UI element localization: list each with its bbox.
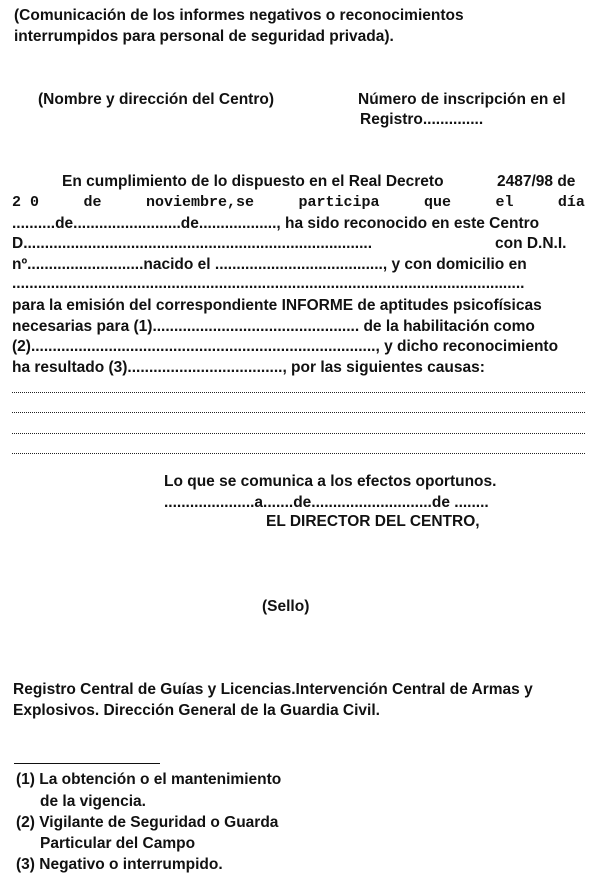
cause-line-2 <box>12 412 585 413</box>
footnote-3: (3) Negativo o interrumpido. <box>16 856 223 873</box>
body-line-10: ha resultado (3)...................................., por las siguientes causas: <box>12 359 485 376</box>
body-line-1-left: En cumplimiento de lo dispuesto en el Real Decreto <box>62 173 444 190</box>
header-line-2: interrumpidos para personal de seguridad privada). <box>14 28 394 45</box>
body-line-2-word: de <box>83 194 102 211</box>
stamp-placeholder: (Sello) <box>262 598 310 615</box>
body-line-4-left: D................................................................................. <box>12 235 373 252</box>
body-line-2-word: día <box>557 194 585 211</box>
header-line-1 <box>14 6 585 26</box>
body-line-5: nº...........................nacido el ......................................., y con domicilio en <box>12 256 527 273</box>
closing-signatory: EL DIRECTOR DEL CENTRO, <box>266 513 480 530</box>
footnote-1-line-2: de la vigencia. <box>40 793 146 810</box>
footnote-separator <box>14 763 160 764</box>
cause-line-1 <box>12 392 585 393</box>
body-line-3: ..........de.........................de.................., ha sido reconocido en este Centro <box>12 215 540 232</box>
body-line-2 <box>12 193 585 213</box>
registry-label-1: Número de inscripción en el <box>358 91 566 108</box>
closing-comunica: Lo que se comunica a los efectos oportunos. <box>164 473 497 490</box>
body-line-2-word: 2 0 <box>12 194 40 211</box>
body-line-2-word: participa <box>298 194 380 211</box>
cause-line-3 <box>12 433 585 434</box>
registry-label-2: Registro.............. <box>360 111 484 128</box>
body-line-2-word: que <box>423 194 451 211</box>
closing-date-line: .....................a.......de............................de ........ <box>164 494 489 511</box>
body-line-2-word: noviembre,se <box>145 194 254 211</box>
recipient-line-1: Registro Central de Guías y Licencias.Intervención Central de Armas y <box>13 681 533 698</box>
cause-line-4 <box>12 453 585 454</box>
footnote-1-line-1: (1) La obtención o el mantenimiento <box>16 771 282 788</box>
body-line-4-right: con D.N.I. <box>495 235 567 252</box>
body-line-7: para la emisión del correspondiente INFORME de aptitudes psicofísicas <box>12 297 542 314</box>
footnote-2-line-2: Particular del Campo <box>40 835 196 852</box>
body-line-8: necesarias para (1)................................................ de la habilitación como <box>12 318 535 335</box>
center-name-address: (Nombre y dirección del Centro) <box>38 91 274 108</box>
header-line-1-text: (Comunicación de los informes negativos o reconocimientos <box>14 7 464 24</box>
body-line-9: (2)................................................................................, y dicho reconocimiento <box>12 338 559 355</box>
footnote-2-line-1: (2) Vigilante de Seguridad o Guarda <box>16 814 279 831</box>
body-line-2-word: el <box>495 194 514 211</box>
recipient-line-2: Explosivos. Dirección General de la Guardia Civil. <box>13 702 380 719</box>
body-line-6: ....................................................................................................................... <box>12 275 525 292</box>
body-line-1-right: 2487/98 de <box>497 173 576 190</box>
